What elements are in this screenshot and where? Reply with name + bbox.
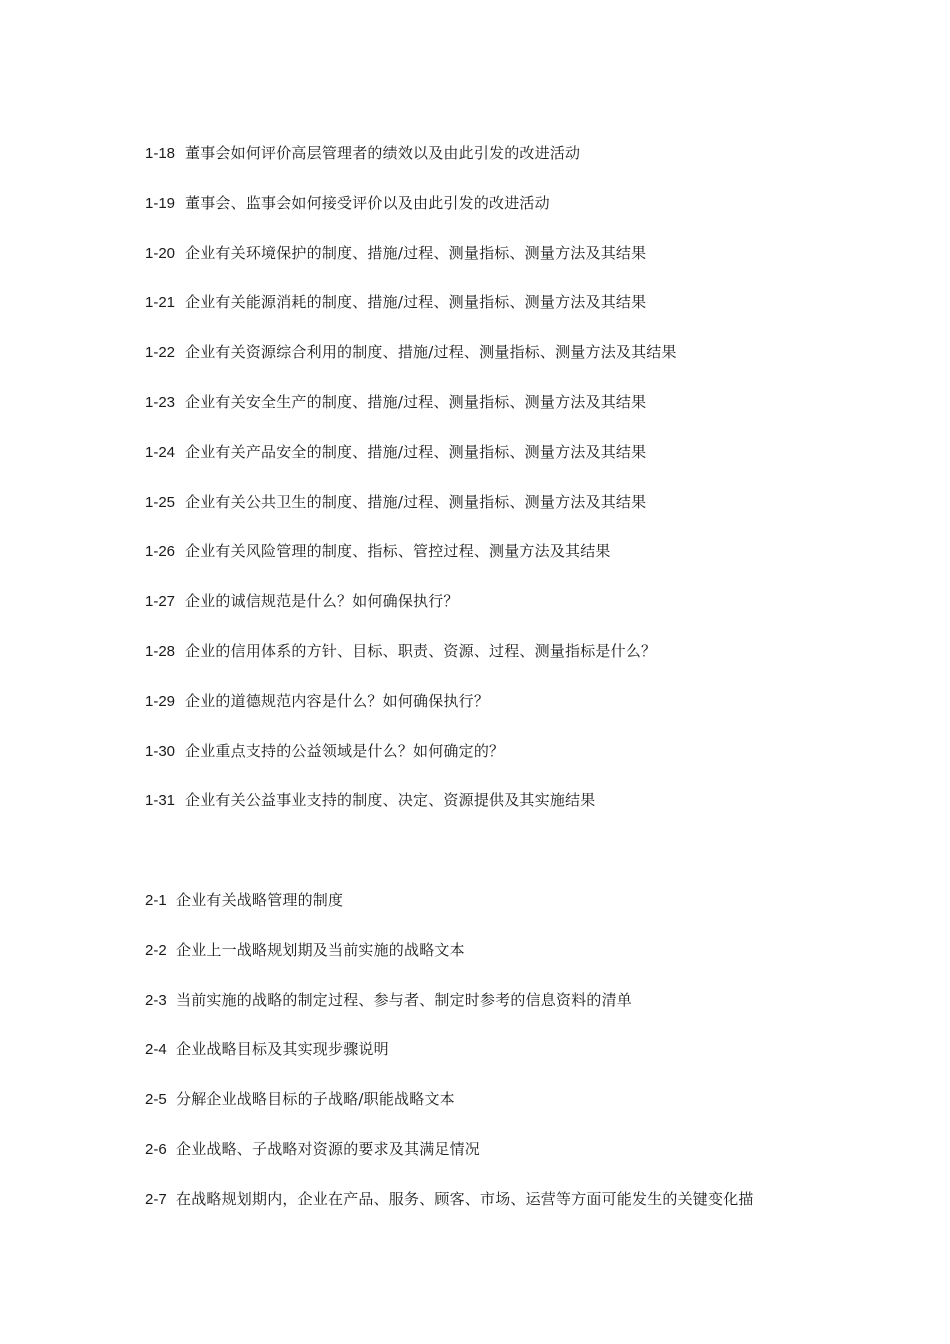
item-number: 1-23 [145,393,176,411]
item-number: 2-3 [145,991,167,1009]
item-text: 企业有关产品安全的制度、措施/过程、测量指标、测量方法及其结果 [185,442,647,461]
list-item [145,1187,865,1237]
list-item [145,1137,865,1187]
list-item [145,191,865,241]
item-text: 企业有关能源消耗的制度、措施/过程、测量指标、测量方法及其结果 [185,293,647,312]
list-item [145,1087,865,1137]
item-number: 1-25 [145,493,176,511]
list-item [145,390,865,440]
item-text: 企业有关战略管理的制度 [176,891,344,909]
list-item [145,1037,865,1087]
item-text: 企业重点支持的公益领域是什么？如何确定的？ [185,741,505,760]
item-number: 1-24 [145,443,176,461]
item-number: 1-28 [145,642,176,660]
item-number: 2-7 [145,1190,167,1208]
list-item [145,440,865,490]
list-item [145,938,865,988]
item-number: 1-22 [145,344,176,362]
item-number: 2-1 [145,892,167,909]
item-text: 企业战略目标及其实现步骤说明 [176,1040,389,1059]
item-text: 企业战略、子战略对资源的要求及其满足情况 [176,1139,481,1158]
item-number: 2-4 [145,1041,167,1059]
item-number: 1-21 [145,294,176,312]
item-number: 1-30 [145,742,176,760]
item-text: 企业上一战略规划期及当前实施的战略文本 [176,940,465,959]
list-item [145,539,865,589]
item-number: 1-18 [145,145,176,162]
item-text: 企业有关环境保护的制度、措施/过程、测量指标、测量方法及其结果 [185,243,647,262]
section-2-list [145,888,865,1237]
item-number: 2-2 [145,941,167,959]
item-text: 企业有关公共卫生的制度、措施/过程、测量指标、测量方法及其结果 [185,492,647,511]
list-item [145,689,865,739]
item-number: 1-29 [145,692,176,710]
list-item [145,589,865,639]
item-text: 企业有关风险管理的制度、指标、管控过程、测量方法及其结果 [185,542,611,561]
item-text: 企业有关资源综合利用的制度、措施/过程、测量指标、测量方法及其结果 [185,343,677,362]
item-text: 企业的诚信规范是什么？如何确保执行？ [185,592,459,611]
item-text: 分解企业战略目标的子战略/职能战略文本 [176,1090,455,1109]
item-number: 2-6 [145,1140,167,1158]
list-item [145,340,865,390]
item-text: 企业有关安全生产的制度、措施/过程、测量指标、测量方法及其结果 [185,392,647,411]
item-text: 企业的信用体系的方针、目标、职责、资源、过程、测量指标是什么？ [185,641,657,660]
list-item [145,988,865,1038]
item-text: 董事会、监事会如何接受评价以及由此引发的改进活动 [185,193,550,212]
list-item [145,639,865,689]
list-item [145,739,865,789]
list-item [145,888,865,938]
item-number: 1-20 [145,244,176,262]
list-item [145,241,865,291]
item-text: 企业的道德规范内容是什么？如何确保执行？ [185,691,490,710]
list-item [145,290,865,340]
item-number: 1-31 [145,792,176,810]
item-number: 1-27 [145,593,176,611]
item-text: 董事会如何评价高层管理者的绩效以及由此引发的改进活动 [185,144,581,162]
item-number: 1-26 [145,543,176,561]
list-item [145,141,865,191]
list-item [145,788,865,838]
item-text: 当前实施的战略的制定过程、参与者、制定时参考的信息资料的清单 [176,990,633,1009]
item-number: 1-19 [145,194,176,212]
item-number: 2-5 [145,1091,167,1109]
section-1-list [145,141,865,838]
item-text: 在战略规划期内，企业在产品、服务、顾客、市场、运营等方面可能发生的关键变化描 [176,1189,754,1208]
list-item [145,490,865,540]
item-text: 企业有关公益事业支持的制度、决定、资源提供及其实施结果 [185,791,596,810]
